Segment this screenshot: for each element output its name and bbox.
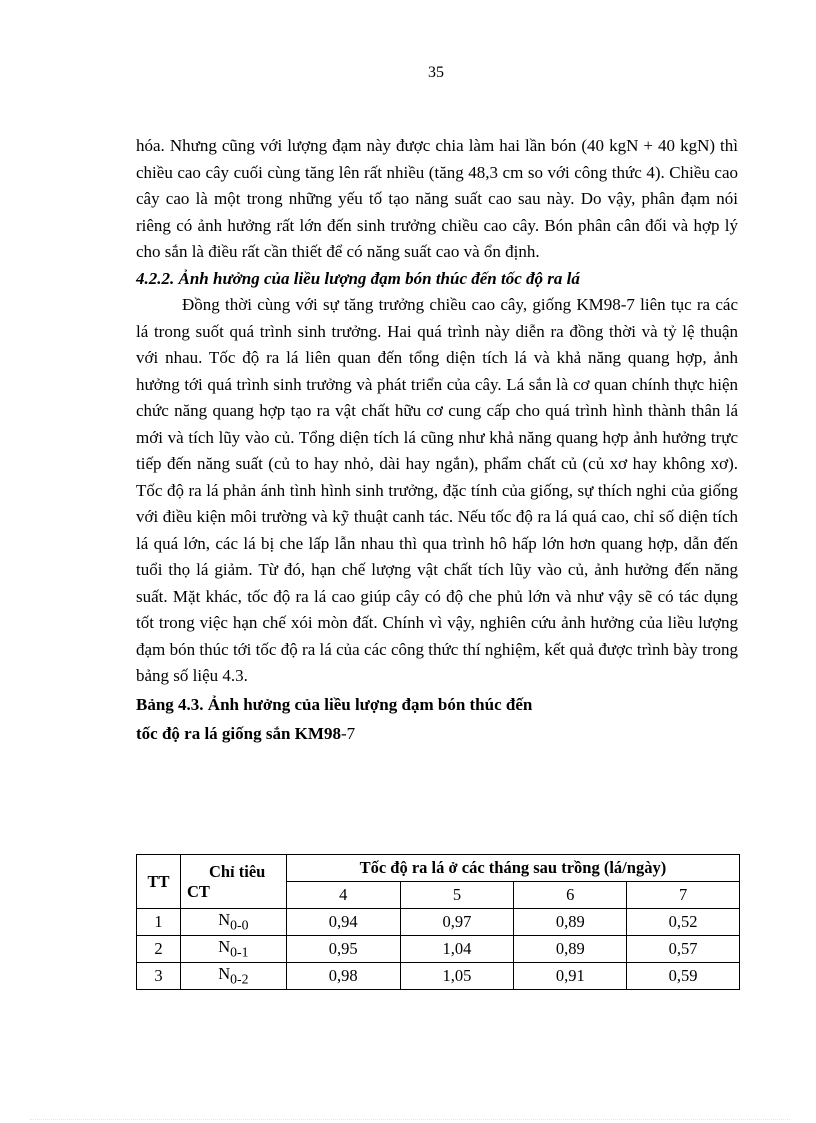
section-heading: 4.2.2. Ảnh hưởng của liều lượng đạm bón thúc đến tốc độ ra lá — [136, 268, 580, 288]
paragraph-leaf-rate: Đồng thời cùng với sự tăng trưởng chiều cao cây, giống KM98-7 liên tục ra các lá trong suốt quá trình sinh trưởng. Hai quá trình này diễn ra đồng thời và tỷ lệ thuận với nhau. Tốc độ ra lá liên quan đến tổng diện tích lá và khả năng quang hợp, ảnh hưởng tới quá trình sinh trưởng và phát triển của cây. Lá sắn là cơ quan chính thực hiện chức năng quang hợp tạo ra vật chất hữu cơ cung cấp cho quá trình hình thành thân lá mới và tích lũy vào củ. Tổng diện tích lá cũng như khả năng quang hợp ảnh hưởng trực tiếp đến năng suất (củ to hay nhỏ, dài hay ngắn), phẩm chất củ (củ xơ hay không xơ). Tốc độ ra lá phản ánh tình hình sinh trưởng, đặc tính của giống, sự thích nghi của giống với điều kiện môi trường và kỹ thuật canh tác. Nếu tốc độ ra lá quá cao, chỉ số diện tích lá quá lớn, các lá bị che lấp lẫn nhau thì qua trình hô hấp lớn hơn quang hợp, dẫn đến tuổi thọ lá giảm. Từ đó, hạn chế lượng vật chất tích lũy vào củ, ảnh hưởng đến năng suất. Mặt khác, tốc độ ra lá cao giúp cây có độ che phủ lớn và như vậy sẽ có tác dụng tốt trong việc hạn chế xói mòn đất. Chính vì vậy, nghiên cứu ảnh hưởng của liều lượng đạm bón thúc tới tốc độ ra lá của các công thức thí nghiệm, kết quả được trình bày trong bảng số liệu 4.3. — [136, 295, 738, 685]
table-caption — [136, 690, 738, 748]
table-caption-line-2: tốc độ ra lá giống sắn KM98 — [136, 723, 341, 743]
cell-value: 0,59 — [627, 963, 740, 990]
cell-value: 1,05 — [400, 963, 514, 990]
table-caption-suffix: -7 — [340, 723, 356, 743]
page-bottom-divider — [30, 1119, 790, 1120]
cell-ct — [180, 936, 286, 963]
cell-ct-sub: 0-1 — [230, 944, 249, 960]
header-tt: TT — [137, 855, 181, 909]
leaf-rate-table — [136, 854, 740, 990]
cell-value: 0,95 — [286, 936, 400, 963]
header-ct: CT — [186, 881, 210, 901]
table-row — [137, 909, 740, 936]
cell-value: 0,89 — [514, 909, 627, 936]
cell-ct — [180, 963, 286, 990]
cell-ct-base: N — [218, 937, 231, 957]
table-header-row-1 — [137, 855, 740, 882]
cell-value: 0,97 — [400, 909, 514, 936]
header-month-7: 7 — [627, 882, 740, 909]
cell-value: 0,91 — [514, 963, 627, 990]
table-row — [137, 936, 740, 963]
cell-value: 0,94 — [286, 909, 400, 936]
header-month-5: 5 — [400, 882, 514, 909]
header-month-6: 6 — [514, 882, 627, 909]
document-body — [136, 133, 738, 748]
cell-ct-base: N — [218, 964, 231, 984]
cell-tt: 3 — [137, 963, 181, 990]
cell-tt: 1 — [137, 909, 181, 936]
header-month-4: 4 — [286, 882, 400, 909]
cell-value: 0,98 — [286, 963, 400, 990]
cell-value: 1,04 — [400, 936, 514, 963]
cell-value: 0,89 — [514, 936, 627, 963]
cell-ct-sub: 0-0 — [230, 917, 249, 933]
cell-ct-base: N — [218, 910, 231, 930]
header-leaf-rate-group: Tốc độ ra lá ở các tháng sau trồng (lá/ngày) — [286, 855, 739, 882]
cell-value: 0,52 — [627, 909, 740, 936]
header-chi-tieu-ct — [180, 855, 286, 909]
cell-ct-sub: 0-2 — [230, 971, 249, 987]
table-caption-line-1: Bảng 4.3. Ảnh hưởng của liều lượng đạm bón thúc đến — [136, 694, 533, 714]
cell-tt: 2 — [137, 936, 181, 963]
paragraph-continuation: hóa. Nhưng cũng với lượng đạm này được chia làm hai lần bón (40 kgN + 40 kgN) thì chiều cao cây cuối cùng tăng lên rất nhiều (tăng 48,3 cm so với công thức 4). Chiều cao cây cao là một trong những yếu tố tạo năng suất cao sau này. Do vậy, phân đạm nói riêng có ảnh hưởng rất lớn đến sinh trưởng chiều cao cây. Bón phân cân đối và hợp lý cho sắn là điều rất cần thiết để có năng suất cao và ổn định. — [136, 136, 738, 261]
cell-value: 0,57 — [627, 936, 740, 963]
cell-ct — [180, 909, 286, 936]
table-row — [137, 963, 740, 990]
header-chi-tieu: Chỉ tiêu — [208, 861, 266, 881]
page-number: 35 — [428, 64, 444, 81]
